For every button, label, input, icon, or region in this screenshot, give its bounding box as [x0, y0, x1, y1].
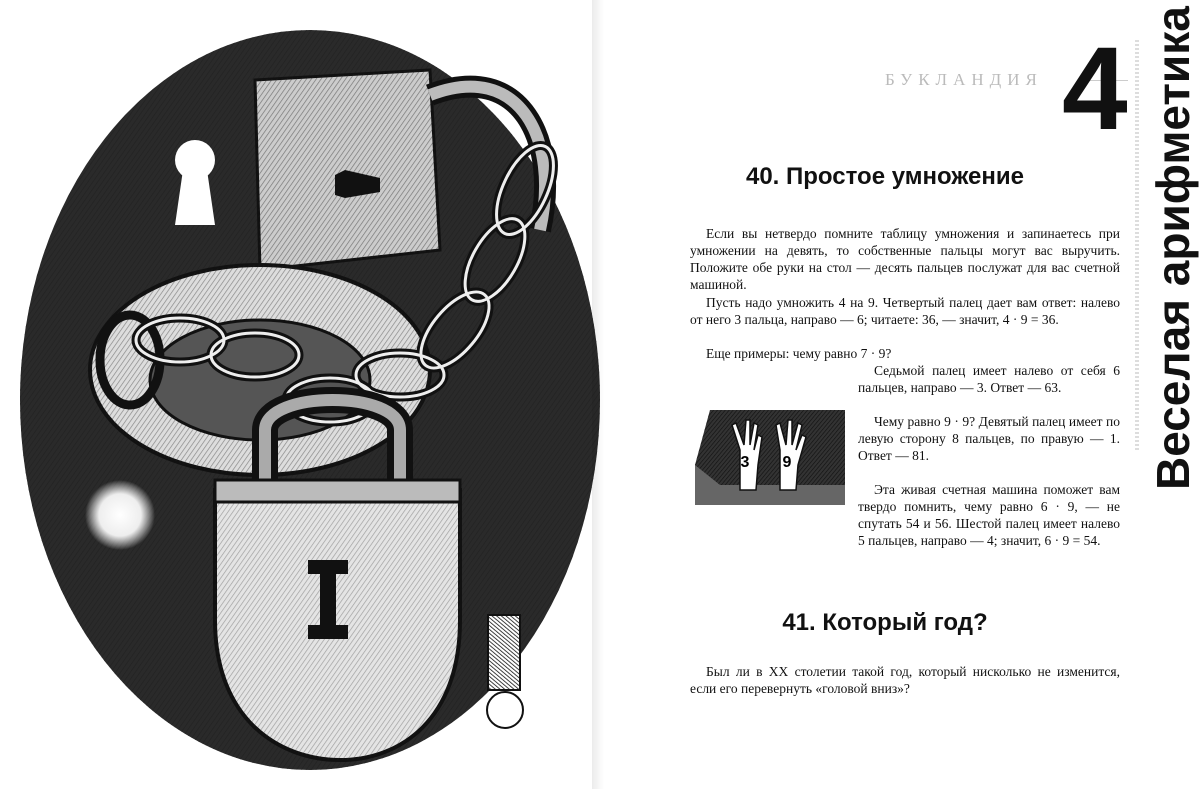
section-41-paragraph-1: Был ли в XX столетии такой год, который нисколько не изменится, если его перевернуть «головой вниз»?	[690, 664, 1120, 696]
section-40-paragraph-6: Эта живая счетная машина поможет вам твердо помнить, чему равно 6 · 9, — не спутать 54 и 56. Шестой палец имеет налево 5 пальцев, направо — 4; значит, 6 · 9 = 54.	[858, 482, 1120, 548]
section-41-title: 41. Который год?	[782, 609, 988, 636]
running-header: БУКЛАНДИЯ	[885, 70, 1043, 89]
hands-on-table-illustration	[690, 405, 850, 515]
digit-nine-label: 9	[782, 454, 792, 471]
section-40-paragraph-1: Если вы нетвердо помните таблицу умножения и запинаетесь при умножении на девять, то собственные пальцы могут вас выручить. Положите обе руки на стол — десять пальцев послужат для вас счетной машиной.	[690, 226, 1120, 292]
book-spine	[592, 0, 612, 789]
side-rule	[1135, 40, 1139, 450]
section-40-title: 40. Простое умножение	[745, 163, 1024, 190]
chapter-number: 4	[1062, 23, 1128, 155]
section-40-paragraph-4: Седьмой палец имеет налево от себя 6 пальцев, направо — 3. Ответ — 63.	[858, 363, 1120, 395]
chapter-title: Веселая арифметика	[1147, 6, 1199, 490]
section-40-paragraph-3: Еще примеры: чему равно 7 · 9?	[706, 346, 892, 361]
section-40-paragraph-2: Пусть надо умножить 4 на 9. Четвертый палец дает вам ответ: налево от него 3 пальца, направо — 6; читаете: 36, — значит, 4 · 9 = 36.	[690, 295, 1120, 327]
section-40-paragraph-5: Чему равно 9 · 9? Девятый палец имеет по левую сторону 8 пальцев, по правую — 1. Ответ — 81.	[858, 414, 1120, 463]
digit-three-label: 3	[740, 454, 750, 471]
